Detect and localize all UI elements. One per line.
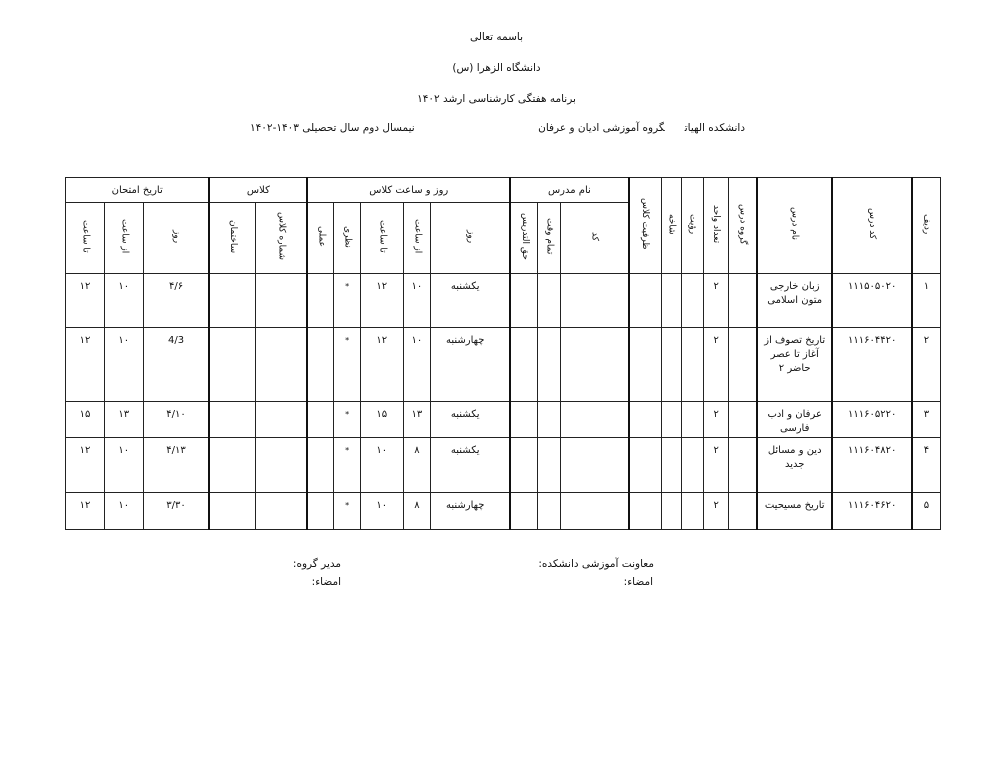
- exam-from: ۱۰: [104, 493, 143, 530]
- course-group: [728, 274, 757, 328]
- row-number: ۲: [912, 328, 941, 402]
- col-tuition: حق التدریس: [510, 203, 538, 274]
- theory-mark: *: [334, 493, 361, 530]
- class-to: ۱۲: [360, 328, 403, 402]
- course-name: دین و مسائل جدید: [757, 438, 832, 493]
- class-day: یکشنبه: [431, 438, 511, 493]
- row-number: ۵: [912, 493, 941, 530]
- dept-head-label: مدیر گروه:: [292, 558, 341, 570]
- practical-cell: [307, 493, 334, 530]
- class-from: ۱۰: [403, 328, 431, 402]
- capacity-cell: [629, 274, 662, 328]
- class-to: ۱۲: [360, 274, 403, 328]
- course-units: ۲: [704, 274, 728, 328]
- class-to: ۱۵: [360, 402, 403, 438]
- vice-dean-label: معاونت آموزشی دانشکده:: [538, 558, 654, 570]
- col-course-name: نام درس: [757, 178, 832, 274]
- tuition-cell: [510, 402, 538, 438]
- teacher-code-cell: [560, 493, 628, 530]
- class-to: ۱۰: [360, 493, 403, 530]
- capacity-cell: [629, 493, 662, 530]
- class-number-cell: [255, 493, 307, 530]
- course-name: زبان خارجی متون اسلامی: [757, 274, 832, 328]
- building-cell: [209, 328, 255, 402]
- course-units: ۲: [704, 438, 728, 493]
- col-class-number: شماره کلاس: [255, 203, 307, 274]
- watch-cell: [682, 328, 704, 402]
- teacher-code-cell: [560, 438, 628, 493]
- col-course-group: گروه درس: [728, 178, 757, 274]
- course-name: عرفان و ادب فارسی: [757, 402, 832, 438]
- branch-cell: [661, 328, 681, 402]
- course-units: ۲: [704, 402, 728, 438]
- building-cell: [209, 402, 255, 438]
- row-number: ۳: [912, 402, 941, 438]
- building-cell: [209, 493, 255, 530]
- course-units: ۲: [704, 493, 728, 530]
- full-time-cell: [538, 402, 560, 438]
- department-name: گروه آموزشی ادیان و عرفان: [538, 122, 665, 134]
- row-number: ۱: [912, 274, 941, 328]
- faculty-info: [518, 122, 745, 134]
- exam-day: ۳/۳۰: [143, 493, 209, 530]
- class-day: چهارشنبه: [431, 493, 511, 530]
- table-row: [66, 493, 941, 530]
- semester-label: نیمسال دوم سال تحصیلی ۱۴۰۳-۱۴۰۲: [250, 122, 415, 134]
- watch-cell: [682, 274, 704, 328]
- exam-day: ۴/۱۰: [143, 402, 209, 438]
- course-units: ۲: [704, 328, 728, 402]
- col-branch: شاخه: [661, 178, 681, 274]
- full-time-cell: [538, 438, 560, 493]
- col-units: تعداد واحد: [704, 178, 728, 274]
- class-day: یکشنبه: [431, 402, 511, 438]
- full-time-cell: [538, 493, 560, 530]
- class-to: ۱۰: [360, 438, 403, 493]
- practical-cell: [307, 274, 334, 328]
- exam-day: 4/3: [143, 328, 209, 402]
- schedule-table: [65, 177, 941, 530]
- exam-from: ۱۰: [104, 274, 143, 328]
- branch-cell: [661, 493, 681, 530]
- col-full-time: تمام وقت: [538, 203, 560, 274]
- exam-day: ۴/۶: [143, 274, 209, 328]
- col-capacity: ظرفیت کلاس: [629, 178, 662, 274]
- col-day: روز: [431, 203, 511, 274]
- col-building: ساختمان: [209, 203, 255, 274]
- watch-cell: [682, 402, 704, 438]
- class-day: چهارشنبه: [431, 328, 511, 402]
- theory-mark: *: [334, 328, 361, 402]
- building-cell: [209, 274, 255, 328]
- practical-cell: [307, 328, 334, 402]
- course-code: ۱۱۱۶۰۴۶۲۰: [832, 493, 912, 530]
- class-number-cell: [255, 402, 307, 438]
- table-row: [66, 402, 941, 438]
- exam-from: ۱۰: [104, 438, 143, 493]
- class-number-cell: [255, 438, 307, 493]
- class-number-cell: [255, 328, 307, 402]
- full-time-cell: [538, 328, 560, 402]
- row-number: ۴: [912, 438, 941, 493]
- exam-to: ۱۲: [66, 438, 105, 493]
- capacity-cell: [629, 402, 662, 438]
- exam-from: ۱۳: [104, 402, 143, 438]
- faculty-name: دانشکده الهیات: [684, 122, 745, 134]
- exam-to: ۱۲: [66, 493, 105, 530]
- exam-to: ۱۲: [66, 328, 105, 402]
- col-exam-day: روز: [143, 203, 209, 274]
- course-code: ۱۱۱۵۰۵۰۲۰: [832, 274, 912, 328]
- teacher-code-cell: [560, 274, 628, 328]
- class-from: ۸: [403, 493, 431, 530]
- col-from-hour: از ساعت: [403, 203, 431, 274]
- tuition-cell: [510, 274, 538, 328]
- watch-cell: [682, 438, 704, 493]
- group-teacher: نام مدرس: [510, 178, 628, 203]
- col-teacher-code: کد: [560, 203, 628, 274]
- university-name: دانشگاه الزهرا (س): [452, 62, 541, 74]
- col-watch: رؤیت: [682, 178, 704, 274]
- course-code: ۱۱۱۶۰۴۸۲۰: [832, 438, 912, 493]
- exam-to: ۱۵: [66, 402, 105, 438]
- theory-mark: *: [334, 438, 361, 493]
- class-from: ۱۰: [403, 274, 431, 328]
- course-group: [728, 438, 757, 493]
- capacity-cell: [629, 328, 662, 402]
- course-code: ۱۱۱۶۰۴۴۲۰: [832, 328, 912, 402]
- theory-mark: *: [334, 402, 361, 438]
- course-group: [728, 328, 757, 402]
- theory-mark: *: [334, 274, 361, 328]
- capacity-cell: [629, 438, 662, 493]
- tuition-cell: [510, 328, 538, 402]
- branch-cell: [661, 438, 681, 493]
- exam-to: ۱۲: [66, 274, 105, 328]
- table-row: [66, 328, 941, 402]
- branch-cell: [661, 274, 681, 328]
- course-group: [728, 402, 757, 438]
- group-exam: تاریخ امتحان: [66, 178, 210, 203]
- practical-cell: [307, 438, 334, 493]
- group-classroom: کلاس: [209, 178, 307, 203]
- branch-cell: [661, 402, 681, 438]
- vice-dean-signature: امضاء:: [623, 576, 653, 588]
- tuition-cell: [510, 438, 538, 493]
- class-from: ۱۳: [403, 402, 431, 438]
- table-row: [66, 274, 941, 328]
- tuition-cell: [510, 493, 538, 530]
- course-group: [728, 493, 757, 530]
- full-time-cell: [538, 274, 560, 328]
- col-practical: عملی: [307, 203, 334, 274]
- col-exam-from: از ساعت: [104, 203, 143, 274]
- building-cell: [209, 438, 255, 493]
- program-title: برنامه هفتگی کارشناسی ارشد ۱۴۰۲: [417, 93, 576, 105]
- teacher-code-cell: [560, 402, 628, 438]
- class-day: یکشنبه: [431, 274, 511, 328]
- header-bismillah: باسمه تعالی: [469, 31, 524, 43]
- group-class-time: روز و ساعت کلاس: [307, 178, 510, 203]
- class-from: ۸: [403, 438, 431, 493]
- table-row: [66, 438, 941, 493]
- class-number-cell: [255, 274, 307, 328]
- course-name: تاریخ مسیحیت: [757, 493, 832, 530]
- col-exam-to: تا ساعت: [66, 203, 105, 274]
- course-code: ۱۱۱۶۰۵۲۲۰: [832, 402, 912, 438]
- col-course-code: کد درس: [832, 178, 912, 274]
- dept-head-signature: امضاء:: [311, 576, 341, 588]
- col-row: ردیف: [912, 178, 941, 274]
- practical-cell: [307, 402, 334, 438]
- watch-cell: [682, 493, 704, 530]
- exam-from: ۱۰: [104, 328, 143, 402]
- col-theory: نظری: [334, 203, 361, 274]
- teacher-code-cell: [560, 328, 628, 402]
- course-name: تاریخ تصوف از آغاز تا عصر حاضر ۲: [757, 328, 832, 402]
- exam-day: ۴/۱۳: [143, 438, 209, 493]
- col-to-hour: تا ساعت: [360, 203, 403, 274]
